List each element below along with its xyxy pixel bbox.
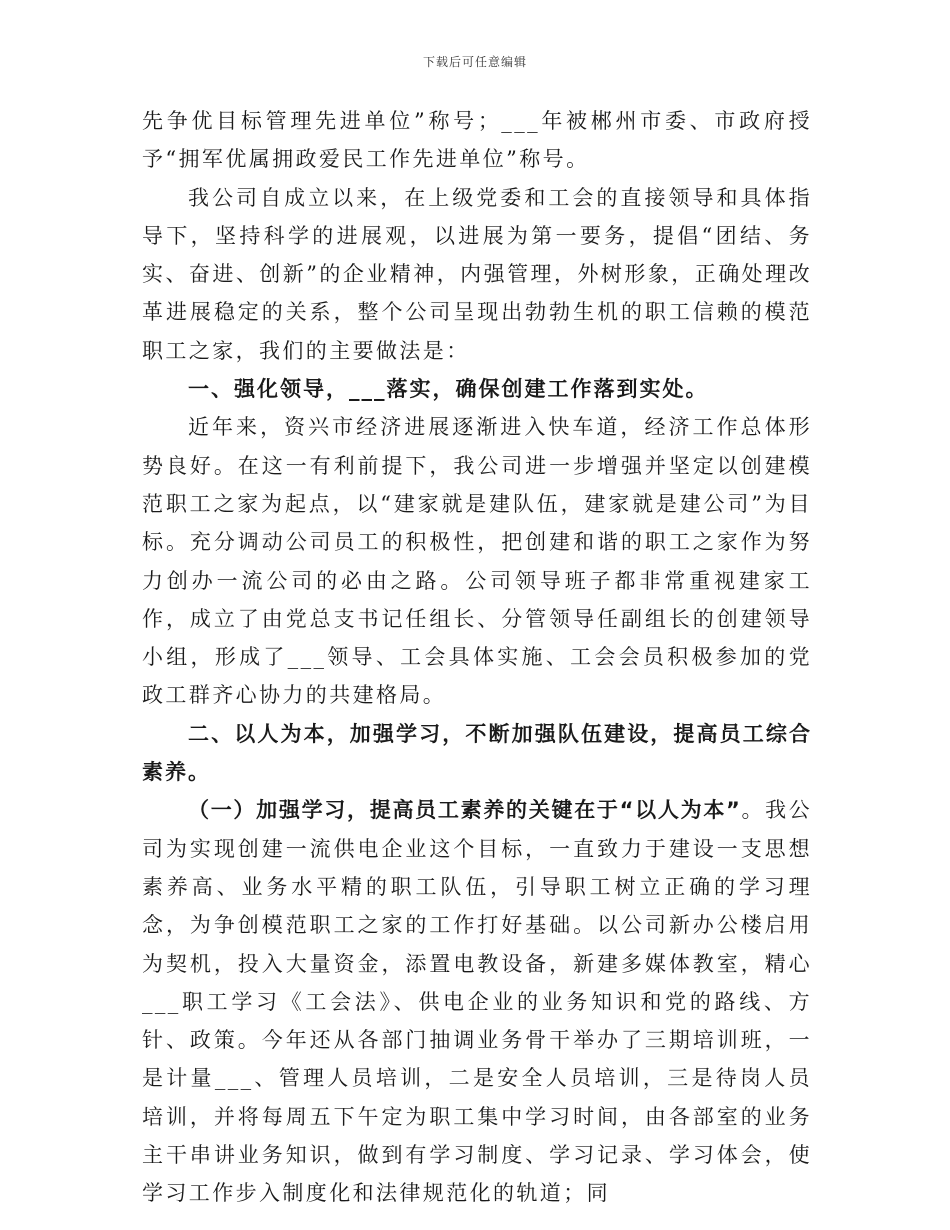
section-heading-2: 二、以人为本，加强学习，不断加强队伍建设，提高员工综合素养。 <box>142 721 812 785</box>
paragraph-section-1: 近年来，资兴市经济进展逐渐进入快车道，经济工作总体形势良好。在这一有利前提下，我公司进一步增强并坚定以创建模范职工之家为起点，以“建家就是建队伍，建家就是建公司”为目标。充分调动公司员工的积极性，把创建和谐的职工之家作为努力创办一流公司的必由之路。公司领导班子都非常重视建家工作，成立了由党总支书记任组长、分管领导任副组长的创建领导小组，形成了___领导、工会具体实施、工会会员积极参加的党政工群齐心协力的共建格局。 <box>142 415 812 708</box>
document-body <box>142 102 812 1213</box>
paragraph-subsection-1 <box>142 791 812 1212</box>
section-heading-1: 一、强化领导，___落实，确保创建工作落到实处。 <box>188 377 709 402</box>
subsection-lead: （一）加强学习，提高员工素养的关键在于“以人为本” <box>188 798 742 823</box>
paragraph-continuation: 先争优目标管理先进单位”称号；___年被郴州市委、市政府授予“拥军优属拥政爱民工作先进单位”称号。 <box>142 109 812 172</box>
page-header-note: 下载后可任意编辑 <box>422 55 527 69</box>
paragraph-intro: 我公司自成立以来，在上级党委和工会的直接领导和具体指导下，坚持科学的进展观，以进展为第一要务，提倡“团结、务实、奋进、创新”的企业精神，内强管理，外树形象，正确处理改革进展稳定的关系，整个公司呈现出勃勃生机的职工信赖的模范职工之家，我们的主要做法是： <box>142 185 812 363</box>
subsection-body: 。我公司为实现创建一流供电企业这个目标，一直致力于建设一支思想素养高、业务水平精的职工队伍，引导职工树立正确的学习理念，为争创模范职工之家的工作打好基础。以公司新办公楼启用为契机，投入大量资金，添置电教设备，新建多媒体教室，精心___职工学习《工会法》、供电企业的业务知识和党的路线、方针、政策。今年还从各部门抽调业务骨干举办了三期培训班，一是计量___、管理人员培训，二是安全人员培训，三是待岗人员培训，并将每周五下午定为职工集中学习时间，由各部室的业务主干串讲业务知识，做到有学习制度、学习记录、学习体会，使学习工作步入制度化和法律规范化的轨道；同 <box>142 798 812 1206</box>
